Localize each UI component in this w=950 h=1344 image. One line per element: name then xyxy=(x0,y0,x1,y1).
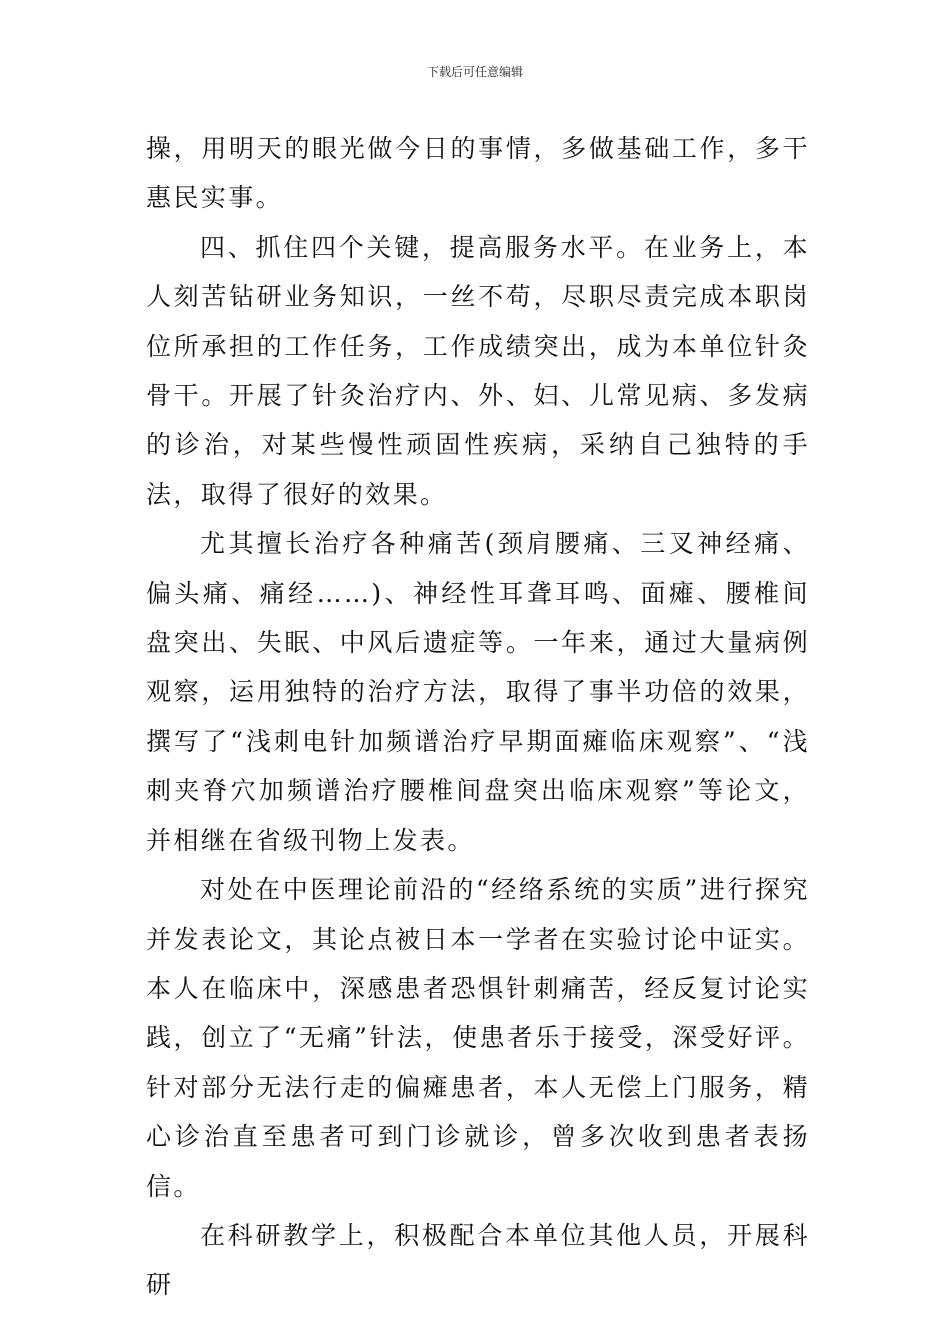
document-body xyxy=(146,124,810,1310)
paragraph-continuation: 操，用明天的眼光做今日的事情，多做基础工作，多干惠民实事。 xyxy=(146,134,810,213)
paragraph-pain-treatment: 尤其擅长治疗各种痛苦(颈肩腰痛、三叉神经痛、偏头痛、痛经……)、神经性耳聋耳鸣、面瘫、腰椎间盘突出、失眠、中风后遗症等。一年来，通过大量病例观察，运用独特的治疗方法，取得了事半功倍的效果，撰写了“浅刺电针加频谱治疗早期面瘫临床观察”、“浅刺夹脊穴加频谱治疗腰椎间盘突出临床观察”等论文，并相继在省级刊物上发表。 xyxy=(146,529,810,855)
paragraph-research-teaching: 在科研教学上，积极配合本单位其他人员，开展科研 xyxy=(146,1220,810,1300)
paragraph-four-key-points: 四、抓住四个关键，提高服务水平。在业务上，本人刻苦钻研业务知识，一丝不苟，尽职尽责完成本职岗位所承担的工作任务，工作成绩突出，成为本单位针灸骨干。开展了针灸治疗内、外、妇、儿常见病、多发病的诊治，对某些慢性顽固性疾病，采纳自己独特的手法，取得了很好的效果。 xyxy=(146,232,810,509)
page-header-note: 下载后可任意编辑 xyxy=(426,65,523,79)
paragraph-meridian-research: 对处在中医理论前沿的“经络系统的实质”进行探究并发表论文，其论点被日本一学者在实验讨论中证实。本人在临床中，深感患者恐惧针刺痛苦，经反复讨论实践，创立了“无痛”针法，使患者乐于接受，深受好评。针对部分无法行走的偏瘫患者，本人无偿上门服务，精心诊治直至患者可到门诊就诊，曾多次收到患者表扬信。 xyxy=(146,875,810,1201)
